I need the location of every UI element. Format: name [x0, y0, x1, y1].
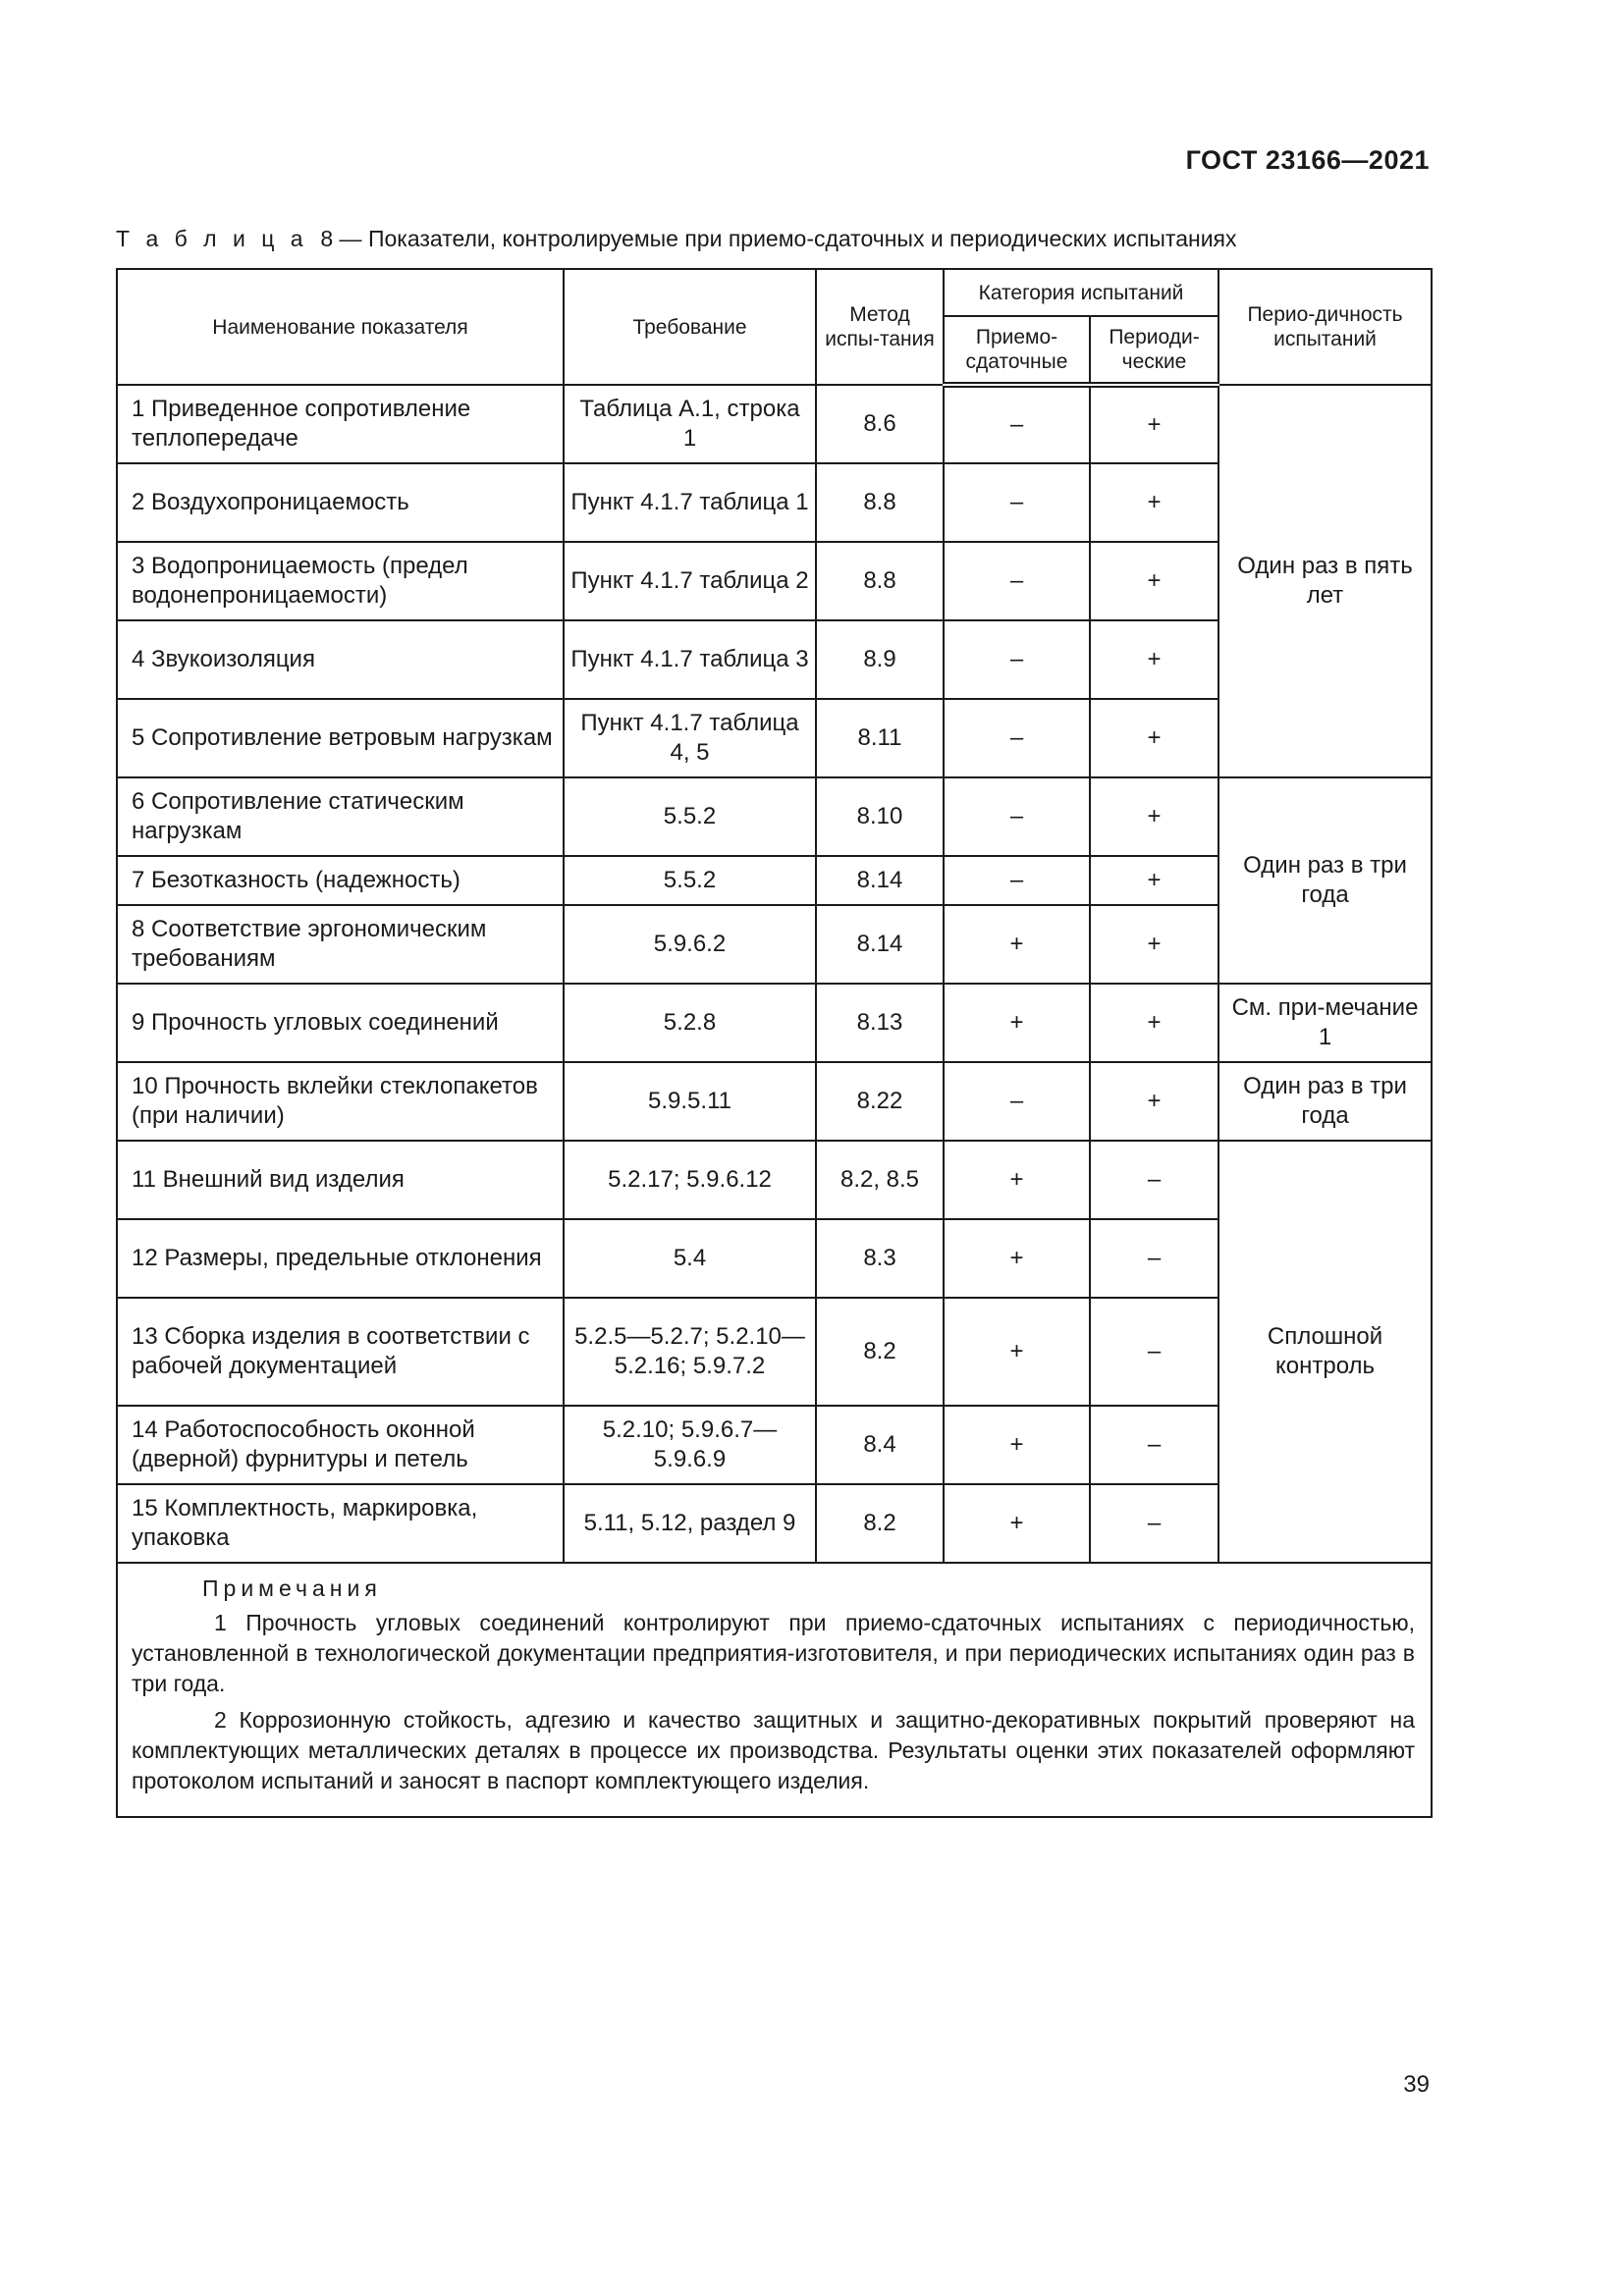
row-acceptance: –	[944, 620, 1090, 699]
row-acceptance: –	[944, 385, 1090, 463]
row-acceptance: +	[944, 1219, 1090, 1298]
document-id: ГОСТ 23166—2021	[1185, 145, 1430, 175]
row-method: 8.2	[816, 1484, 944, 1563]
row-method: 8.11	[816, 699, 944, 777]
row-requirement: 5.5.2	[564, 856, 816, 905]
row-method: 8.2	[816, 1298, 944, 1406]
row-periodic: +	[1090, 699, 1218, 777]
row-name: 2 Воздухопроницаемость	[117, 463, 564, 542]
header-periodic: Периоди-ческие	[1090, 316, 1218, 385]
note-2: 2 Коррозионную стойкость, адгезию и качество защитных и защитно-декоративных покрытий проверяют на комплектующих металлических деталях в процессе их производства. Результаты оценки этих показателей оформляют протоколом испытаний и заносят в паспорт комплектующего изделия.	[132, 1707, 1416, 1793]
row-requirement: Пункт 4.1.7 таблица 1	[564, 463, 816, 542]
row-method: 8.14	[816, 905, 944, 984]
header-periodicity: Перио-дичность испытаний	[1218, 269, 1432, 385]
row-name: 12 Размеры, предельные отклонения	[117, 1219, 564, 1298]
periodicity-group: Один раз в три года	[1218, 777, 1432, 984]
periodicity-group: См. при-мечание 1	[1218, 984, 1432, 1062]
header-acceptance: Приемо-сдаточные	[944, 316, 1090, 385]
header-requirement: Требование	[564, 269, 816, 385]
header-category: Категория испытаний	[944, 269, 1218, 316]
table-row	[117, 1141, 1432, 1219]
periodicity-group: Один раз в пять лет	[1218, 385, 1432, 777]
row-name: 6 Сопротивление статическим нагрузкам	[117, 777, 564, 856]
periodicity-group: Сплошной контроль	[1218, 1141, 1432, 1563]
row-method: 8.13	[816, 984, 944, 1062]
row-acceptance: +	[944, 905, 1090, 984]
row-name: 5 Сопротивление ветровым нагрузкам	[117, 699, 564, 777]
row-periodic: –	[1090, 1298, 1218, 1406]
row-requirement: 5.5.2	[564, 777, 816, 856]
note-1: 1 Прочность угловых соединений контролируют при приемо-сдаточных испытаниях с периодичностью, установленной в технологической документации предприятия-изготовителя, и при периодических испытаниях один раз в три года.	[132, 1610, 1416, 1696]
row-requirement: 5.9.5.11	[564, 1062, 816, 1141]
row-acceptance: +	[944, 1141, 1090, 1219]
row-periodic: +	[1090, 984, 1218, 1062]
periodicity-group: Один раз в три года	[1218, 1062, 1432, 1141]
row-requirement: 5.2.8	[564, 984, 816, 1062]
row-method: 8.2, 8.5	[816, 1141, 944, 1219]
row-periodic: –	[1090, 1484, 1218, 1563]
row-acceptance: +	[944, 1406, 1090, 1484]
row-requirement: Таблица А.1, строка 1	[564, 385, 816, 463]
row-acceptance: +	[944, 1298, 1090, 1406]
table-row	[117, 777, 1432, 856]
row-requirement: 5.2.10; 5.9.6.7—5.9.6.9	[564, 1406, 816, 1484]
row-name: 13 Сборка изделия в соответствии с рабочей документацией	[117, 1298, 564, 1406]
row-acceptance: –	[944, 1062, 1090, 1141]
row-method: 8.14	[816, 856, 944, 905]
row-name: 3 Водопроницаемость (предел водонепроницаемости)	[117, 542, 564, 620]
row-requirement: 5.4	[564, 1219, 816, 1298]
row-acceptance: –	[944, 777, 1090, 856]
table-row	[117, 984, 1432, 1062]
row-requirement: Пункт 4.1.7 таблица 2	[564, 542, 816, 620]
row-acceptance: +	[944, 1484, 1090, 1563]
row-requirement: 5.2.17; 5.9.6.12	[564, 1141, 816, 1219]
row-requirement: 5.2.5—5.2.7; 5.2.10—5.2.16; 5.9.7.2	[564, 1298, 816, 1406]
row-requirement: 5.9.6.2	[564, 905, 816, 984]
row-periodic: +	[1090, 777, 1218, 856]
row-method: 8.4	[816, 1406, 944, 1484]
row-periodic: +	[1090, 1062, 1218, 1141]
row-periodic: +	[1090, 385, 1218, 463]
table-header-row	[117, 269, 1432, 316]
row-requirement: 5.11, 5.12, раздел 9	[564, 1484, 816, 1563]
row-acceptance: –	[944, 856, 1090, 905]
row-periodic: –	[1090, 1219, 1218, 1298]
row-periodic: +	[1090, 542, 1218, 620]
notes-row	[117, 1563, 1432, 1817]
table-row	[117, 385, 1432, 463]
row-periodic: +	[1090, 463, 1218, 542]
row-method: 8.8	[816, 542, 944, 620]
row-periodic: –	[1090, 1406, 1218, 1484]
row-method: 8.10	[816, 777, 944, 856]
notes-cell	[117, 1563, 1432, 1817]
table-caption	[116, 226, 1237, 252]
row-name: 7 Безотказность (надежность)	[117, 856, 564, 905]
page-number: 39	[1403, 2071, 1430, 2098]
table-row	[117, 1062, 1432, 1141]
row-acceptance: –	[944, 542, 1090, 620]
row-name: 15 Комплектность, маркировка, упаковка	[117, 1484, 564, 1563]
row-periodic: +	[1090, 856, 1218, 905]
row-name: 10 Прочность вклейки стеклопакетов (при наличии)	[117, 1062, 564, 1141]
row-periodic: +	[1090, 620, 1218, 699]
row-method: 8.9	[816, 620, 944, 699]
row-name: 14 Работоспособность оконной (дверной) фурнитуры и петель	[117, 1406, 564, 1484]
row-periodic: –	[1090, 1141, 1218, 1219]
row-requirement: Пункт 4.1.7 таблица 4, 5	[564, 699, 816, 777]
table-caption-prefix: Т а б л и ц а	[116, 226, 308, 251]
row-method: 8.3	[816, 1219, 944, 1298]
header-method: Метод испы-тания	[816, 269, 944, 385]
row-acceptance: –	[944, 463, 1090, 542]
header-name: Наименование показателя	[117, 269, 564, 385]
row-method: 8.8	[816, 463, 944, 542]
row-acceptance: –	[944, 699, 1090, 777]
row-method: 8.22	[816, 1062, 944, 1141]
indicators-table	[116, 268, 1433, 1818]
row-name: 4 Звукоизоляция	[117, 620, 564, 699]
row-name: 1 Приведенное сопротивление теплопередаче	[117, 385, 564, 463]
row-periodic: +	[1090, 905, 1218, 984]
row-name: 8 Соответствие эргономическим требованиям	[117, 905, 564, 984]
row-name: 11 Внешний вид изделия	[117, 1141, 564, 1219]
row-name: 9 Прочность угловых соединений	[117, 984, 564, 1062]
row-acceptance: +	[944, 984, 1090, 1062]
row-method: 8.6	[816, 385, 944, 463]
table-caption-text: 8 — Показатели, контролируемые при приемо-сдаточных и периодических испытаниях	[320, 226, 1237, 251]
notes-title: Примечания	[202, 1575, 382, 1601]
row-requirement: Пункт 4.1.7 таблица 3	[564, 620, 816, 699]
